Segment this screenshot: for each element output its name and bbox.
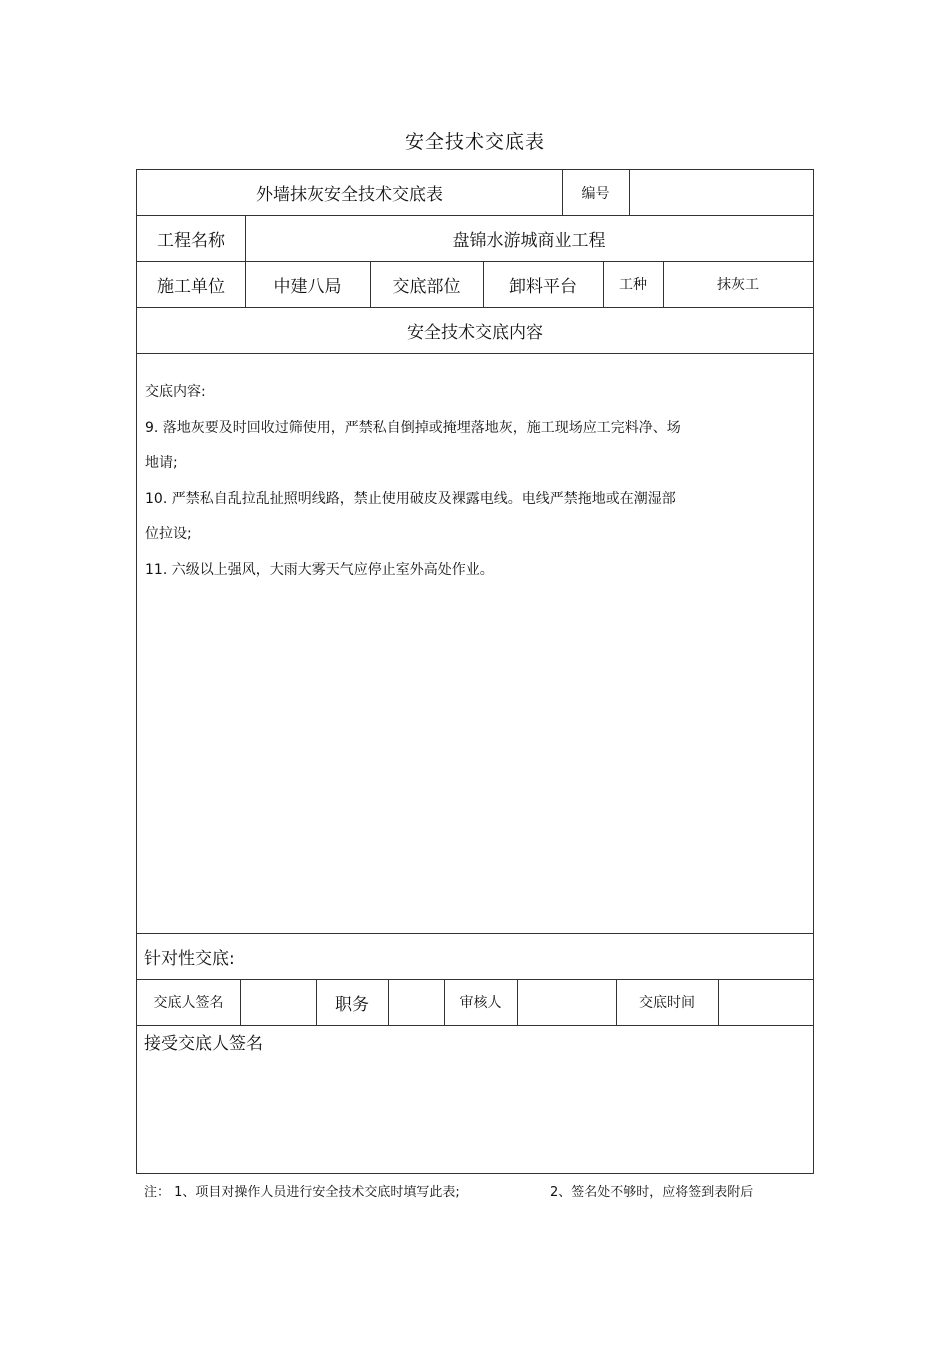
row-divider <box>137 1025 813 1026</box>
briefing-time-label: 交底时间 <box>639 995 695 1011</box>
project-name-value: 盘锦水游城商业工程 <box>452 230 606 251</box>
construction-unit-value: 中建八局 <box>273 276 342 297</box>
briefing-part-value: 卸料平台 <box>509 276 577 297</box>
form-name: 外墙抹灰安全技术交底表 <box>256 185 443 205</box>
trade-label: 工种 <box>619 277 647 293</box>
content-line: 位拉设; <box>145 526 192 542</box>
presenter-signature-label: 交底人签名 <box>153 995 224 1011</box>
project-name-label: 工程名称 <box>157 230 225 251</box>
reviewer-field[interactable] <box>517 979 616 1025</box>
footnote-1: 注： 1、项目对操作人员进行安全技术交底时填写此表; <box>144 1185 460 1200</box>
content-line: 11. 六级以上强风，大雨大雾天气应停止室外高处作业。 <box>145 561 494 578</box>
briefing-part-label: 交底部位 <box>392 276 461 297</box>
row-divider <box>137 353 813 354</box>
reviewer-label: 审核人 <box>459 995 502 1011</box>
content-heading: 交底内容: <box>145 384 206 400</box>
section-title: 安全技术交底内容 <box>407 322 543 343</box>
position-label: 职务 <box>335 994 369 1015</box>
page-title: 安全技术交底表 <box>404 131 545 153</box>
content-line: 9. 落地灰要及时回收过筛使用，严禁私自倒掉或掩埋落地灰，施工现场应工完料净、场 <box>145 419 681 436</box>
receiver-signature-label: 接受交底人签名 <box>144 1033 263 1054</box>
targeted-briefing-label: 针对性交底: <box>144 948 235 969</box>
construction-unit-label: 施工单位 <box>157 276 225 297</box>
briefing-time-field[interactable] <box>718 979 813 1025</box>
content-line: 地请; <box>145 455 178 471</box>
number-label: 编号 <box>581 185 610 202</box>
receiver-signature-area[interactable] <box>137 1055 813 1173</box>
footnote-2: 2、签名处不够时，应将签到表附后 <box>550 1185 754 1200</box>
content-line: 10. 严禁私自乱拉乱扯照明线路，禁止使用破皮及裸露电线。电线严禁拖地或在潮湿部 <box>145 490 676 507</box>
presenter-signature-field[interactable] <box>240 979 316 1025</box>
trade-value: 抹灰工 <box>717 277 759 293</box>
safety-briefing-form <box>136 169 814 1174</box>
position-field[interactable] <box>388 979 444 1025</box>
briefing-content <box>145 375 805 588</box>
number-field[interactable] <box>629 170 813 215</box>
